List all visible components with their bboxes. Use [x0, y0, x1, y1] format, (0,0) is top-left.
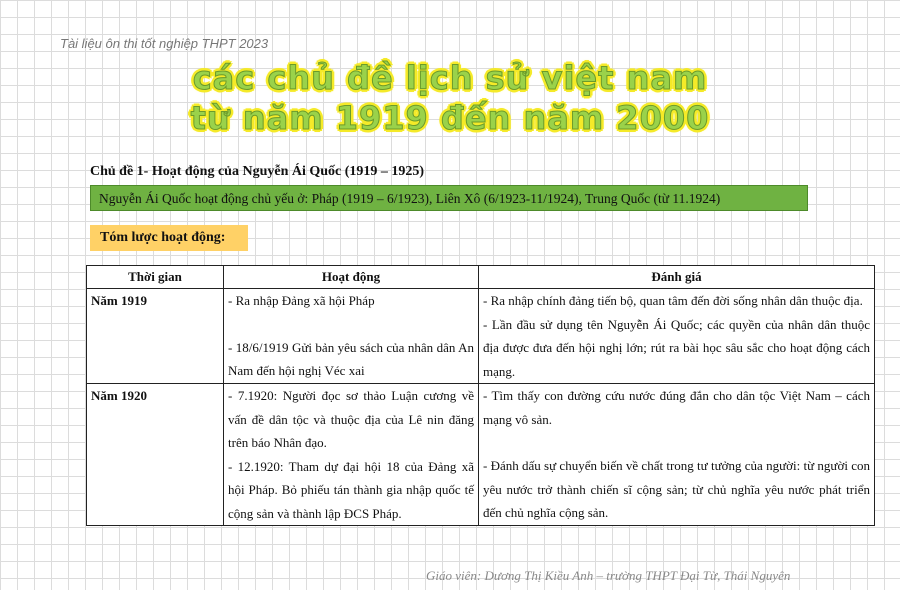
row-evaluations [479, 384, 875, 526]
activity-item: - 7.1920: Người đọc sơ thảo Luận cương về vấn đề dân tộc và thuộc địa của Lê nin đăng trên báo Nhân đạo. [228, 388, 474, 450]
evaluation-item: - Lần đầu sử dụng tên Nguyễn Ái Quốc; các quyền của nhân dân thuộc địa được đưa đến hội nghị lớn; rút ra bài học sâu sắc cho hoạt động cách mạng. [483, 316, 870, 379]
row-time: Năm 1920 [87, 384, 224, 526]
header-evaluation: Đánh giá [479, 266, 875, 289]
row-activities [224, 384, 479, 526]
activity-table [86, 265, 875, 526]
header-activity: Hoạt động [224, 266, 479, 289]
table-row [87, 384, 875, 526]
activity-item: - 12.1920: Tham dự đại hội 18 của Đảng xã hội Pháp. Bỏ phiếu tán thành gia nhập quốc tế cộng sản và thành lập ĐCS Pháp. [228, 458, 474, 521]
evaluation-item: - Ra nhập chính đảng tiến bộ, quan tâm đến đời sống nhân dân thuộc địa. [483, 293, 863, 308]
evaluation-item: - Đánh dấu sự chuyển biến về chất trong tư tưởng của người: từ người con yêu nước trở thành chiến sĩ cộng sản; từ chủ nghĩa yêu nước phát triển đến chủ nghĩa cộng sản. [483, 458, 870, 520]
title-line-2: từ năm 1919 đến năm 2000 [190, 99, 710, 137]
evaluation-item: - Tìm thấy con đường cứu nước đúng đắn cho dân tộc Việt Nam – cách mạng vô sản. [483, 388, 870, 427]
title-line-1: các chủ đề lịch sử việt nam [192, 59, 708, 97]
summary-label: Tóm lược hoạt động: [90, 225, 248, 251]
topic-heading: Chủ đề 1- Hoạt động của Nguyễn Ái Quốc (1919 – 1925) [90, 164, 425, 179]
activity-item: - 18/6/1919 Gửi bản yêu sách của nhân dân An Nam đến hội nghị Véc xai [228, 339, 474, 378]
row-time: Năm 1919 [87, 289, 224, 384]
row-activities [224, 289, 479, 384]
document-header-note: Tài liệu ôn thi tốt nghiệp THPT 2023 [60, 36, 269, 51]
row-evaluations [479, 289, 875, 384]
locations-banner: Nguyễn Ái Quốc hoạt động chủ yếu ở: Pháp (1919 – 6/1923), Liên Xô (6/1923-11/1924), Trung Quốc (từ 11.1924) [90, 185, 808, 211]
table-header-row [87, 266, 875, 289]
document-footer-note: Giáo viên: Dương Thị Kiều Anh – trường THPT Đại Từ, Thái Nguyên [426, 568, 791, 583]
header-time: Thời gian [87, 266, 224, 289]
activity-item: - Ra nhập Đảng xã hội Pháp [228, 293, 375, 308]
document-title [0, 58, 900, 138]
table-row [87, 289, 875, 384]
